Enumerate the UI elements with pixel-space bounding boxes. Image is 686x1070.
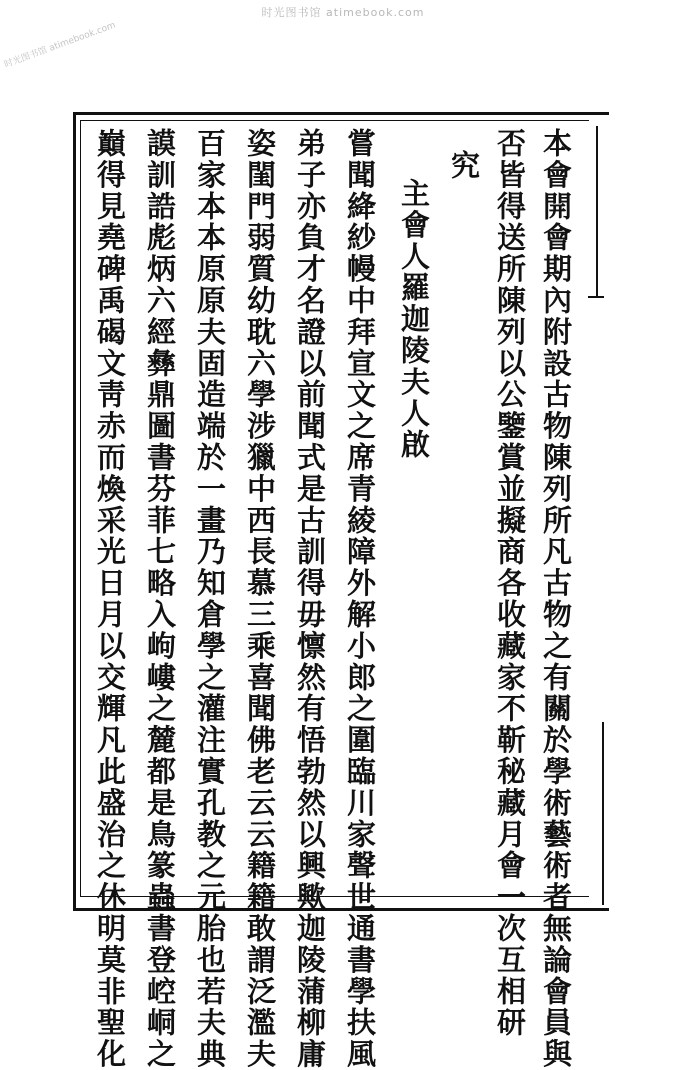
text-column-10: 巔得見堯碑禹碣文靑赤而煥采光日月以交輝凡此盛治之休明莫非聖化 — [93, 128, 127, 1070]
text-column-9: 謨訓誥彪炳六經彝鼎圖書芬菲七略入岣嶁之麓都是鳥篆蟲書登崆峒之 — [143, 128, 177, 1070]
watermark-corner: 时光图书馆 atimebook.com — [3, 20, 118, 71]
text-column-1: 本會開會期內附設古物陳列所凡古物之有關於學術藝術者無論會員與 — [539, 128, 573, 1070]
text-column-6: 弟子亦負才名證以前聞式是古訓得毋懔然有悟勃然以興歟迦陵蒲柳庸 — [293, 128, 327, 1070]
watermark-header: 时光图书馆 atimebook.com — [261, 6, 425, 19]
text-column-2: 否皆得送所陳列以公鑒賞並擬商各收藏家不靳秘藏月會一次互相研 — [493, 128, 527, 1039]
margin-rule-upper — [596, 126, 598, 298]
margin-rule-lower — [602, 722, 604, 905]
text-column-5: 嘗聞絳紗幔中拜宣文之席青綾障外解小郎之圍臨川家聲世通書學扶風 — [343, 128, 377, 1070]
text-column-3: 究 — [447, 150, 481, 182]
text-column-4: 主會人羅迦陵夫人啟 — [397, 178, 431, 461]
text-column-7: 姿閨門弱質幼耽六學涉獵中西長慕三乘喜聞佛老云云籍籍敢謂泛濫夫 — [243, 128, 277, 1070]
margin-rule-tab — [588, 296, 604, 298]
text-column-8: 百家本本原原夫固造端於一畫乃知倉學之灌注實孔教之元胎也若夫典 — [193, 128, 227, 1070]
